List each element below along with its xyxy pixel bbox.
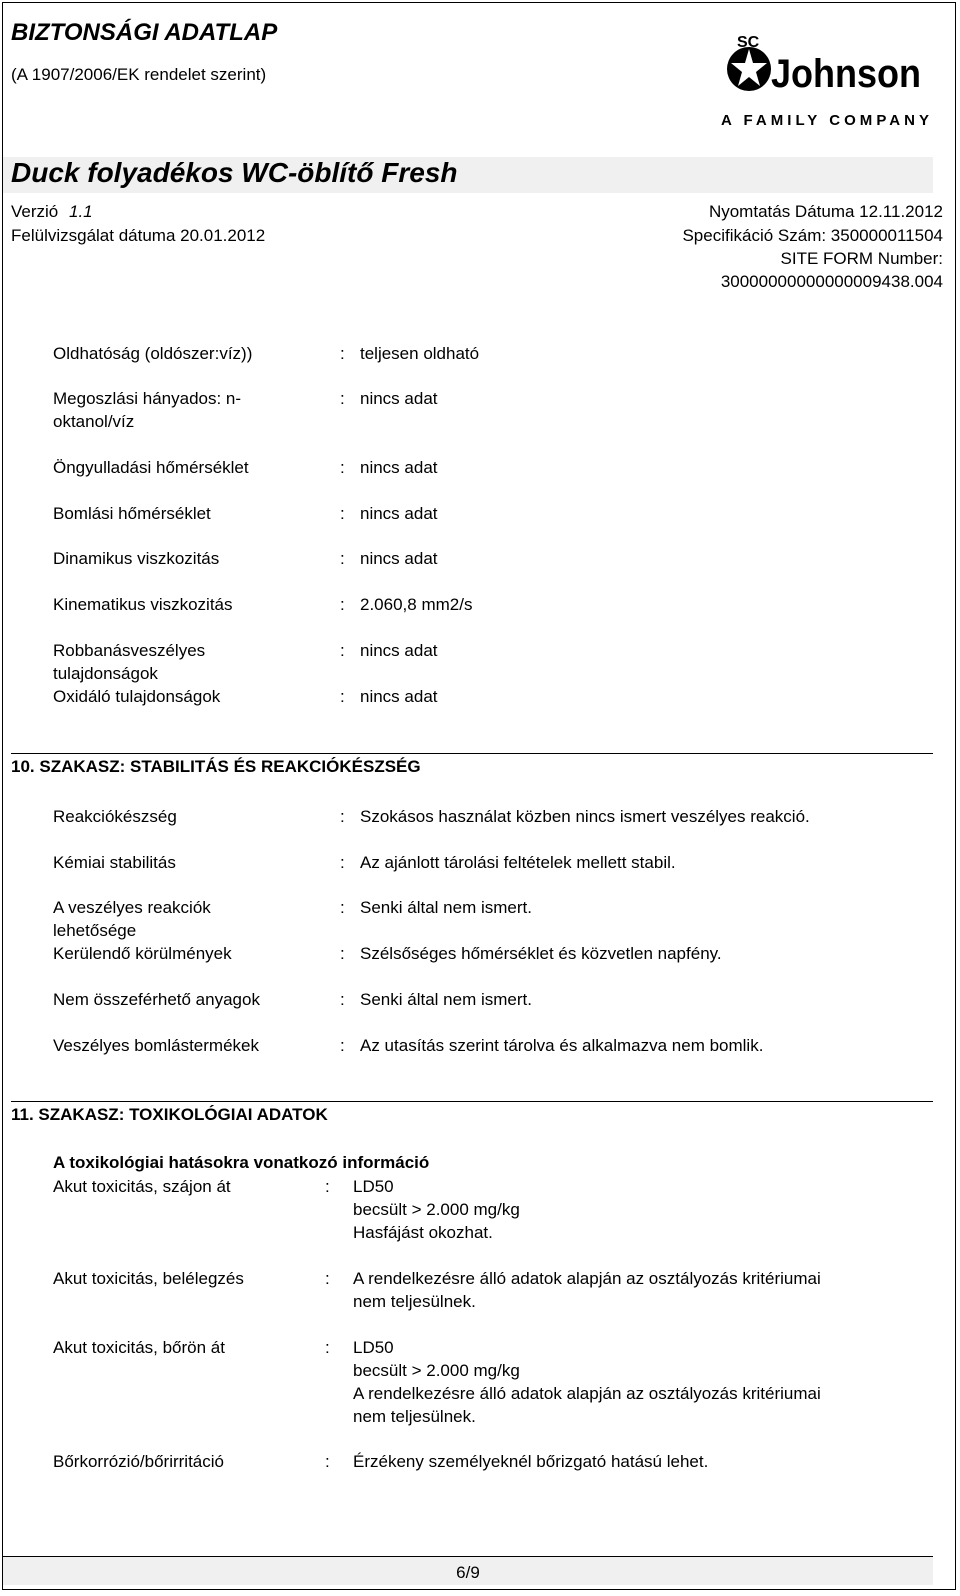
separator: : <box>340 898 345 917</box>
property-label: Megoszlási hányados: n-oktanol/víz <box>53 389 242 431</box>
regulation-text: (A 1907/2006/EK rendelet szerint) <box>11 65 267 84</box>
property-label: Bomlási hőmérséklet <box>53 504 211 523</box>
section-10-title: 10. SZAKASZ: STABILITÁS ÉS REAKCIÓKÉSZSÉG <box>11 757 421 776</box>
property-value: nincs adat <box>360 458 438 477</box>
logo-brand-text: Johnson <box>771 52 921 96</box>
print-date: Nyomtatás Dátuma 12.11.2012 <box>708 202 943 221</box>
toxicity-line: Hasfájást okozhat. <box>353 1223 493 1242</box>
spec-number: Specifikáció Szám: 350000011504 <box>682 226 943 245</box>
property-value: nincs adat <box>360 504 438 523</box>
separator: : <box>340 641 345 660</box>
property-value: Senki által nem ismert. <box>360 898 532 917</box>
toxicity-value <box>353 1175 520 1244</box>
property-value: nincs adat <box>360 641 438 660</box>
separator: : <box>325 1269 330 1288</box>
toxicity-value <box>353 1450 708 1473</box>
property-label: Robbanásveszélyes tulajdonságok <box>53 641 206 683</box>
separator: : <box>340 595 345 614</box>
toxicity-line: becsült > 2.000 mg/kg <box>353 1361 520 1380</box>
toxicity-label: Akut toxicitás, szájon át <box>53 1177 231 1196</box>
toxicity-line: LD50 <box>353 1177 394 1196</box>
property-value: 2.060,8 mm2/s <box>360 595 473 614</box>
separator: : <box>340 990 345 1009</box>
property-label: Kémiai stabilitás <box>53 853 176 872</box>
property-value: Az ajánlott tárolási feltételek mellett stabil. <box>360 853 676 872</box>
property-value: teljesen oldható <box>360 344 480 363</box>
toxicity-value <box>353 1336 821 1428</box>
toxicity-line: A rendelkezésre álló adatok alapján az osztályozás kritériumai <box>353 1269 821 1288</box>
property-label: Kinematikus viszkozitás <box>53 595 233 614</box>
property-value: Senki által nem ismert. <box>360 990 532 1009</box>
section-divider <box>11 1101 933 1102</box>
site-form-label: SITE FORM Number: <box>780 249 943 268</box>
separator: : <box>325 1452 330 1471</box>
separator: : <box>340 1036 345 1055</box>
section-divider <box>11 753 933 754</box>
property-label: A veszélyes reakciók lehetősége <box>53 898 211 940</box>
property-value: Az utasítás szerint tárolva és alkalmazva nem bomlik. <box>360 1036 764 1055</box>
property-label: Reakciókészség <box>53 807 177 826</box>
version-label: Verzió <box>11 202 59 221</box>
revision-date: Felülvizsgálat dátuma 20.01.2012 <box>11 226 266 245</box>
property-label: Nem összeférhető anyagok <box>53 990 260 1009</box>
toxicity-line: nem teljesülnek. <box>353 1292 476 1311</box>
toxicity-label: Bőrkorrózió/bőrirritáció <box>53 1452 224 1471</box>
separator: : <box>325 1338 330 1357</box>
toxicity-line: nem teljesülnek. <box>353 1407 476 1426</box>
property-value: nincs adat <box>360 389 438 408</box>
separator: : <box>340 458 345 477</box>
property-value: Szokásos használat közben nincs ismert veszélyes reakció. <box>360 807 810 826</box>
scjohnson-logo <box>719 33 939 131</box>
property-label: Dinamikus viszkozitás <box>53 549 220 568</box>
separator: : <box>340 549 345 568</box>
logo-sc-text: SC <box>737 34 760 51</box>
document-page <box>2 2 956 1590</box>
document-title: BIZTONSÁGI ADATLAP <box>11 19 278 46</box>
product-name: Duck folyadékos WC-öblítő Fresh <box>11 157 458 188</box>
section-11-title: 11. SZAKASZ: TOXIKOLÓGIAI ADATOK <box>11 1105 328 1124</box>
toxicity-label: Akut toxicitás, belélegzés <box>53 1269 244 1288</box>
property-value: nincs adat <box>360 687 438 706</box>
property-value: nincs adat <box>360 549 438 568</box>
toxicity-label: Akut toxicitás, bőrön át <box>53 1338 225 1357</box>
separator: : <box>325 1177 330 1196</box>
separator: : <box>340 944 345 963</box>
separator: : <box>340 344 345 363</box>
logo-tagline: A FAMILY COMPANY <box>721 112 929 129</box>
separator: : <box>340 853 345 872</box>
property-label: Veszélyes bomlástermékek <box>53 1036 259 1055</box>
property-label: Kerülendő körülmények <box>53 944 232 963</box>
toxicity-value <box>353 1267 821 1313</box>
version-line <box>11 202 93 222</box>
property-label: Oxidáló tulajdonságok <box>53 687 221 706</box>
page-number: 6/9 <box>456 1563 480 1582</box>
version-value: 1.1 <box>68 202 93 221</box>
scjohnson-logo-graphic <box>719 33 939 131</box>
property-value: Szélsőséges hőmérséklet és közvetlen napfény. <box>360 944 722 963</box>
toxicity-line: LD50 <box>353 1338 394 1357</box>
separator: : <box>340 687 345 706</box>
separator: : <box>340 389 345 408</box>
separator: : <box>340 807 345 826</box>
site-form-number: 30000000000000009438.004 <box>720 272 943 291</box>
toxicology-subtitle: A toxikológiai hatásokra vonatkozó információ <box>53 1153 430 1172</box>
toxicity-line: becsült > 2.000 mg/kg <box>353 1200 520 1219</box>
toxicity-line: A rendelkezésre álló adatok alapján az osztályozás kritériumai <box>353 1384 821 1403</box>
toxicity-line: Érzékeny személyeknél bőrizgató hatású lehet. <box>353 1452 709 1471</box>
property-label: Öngyulladási hőmérséklet <box>53 458 249 477</box>
property-label: Oldhatóság (oldószer:víz)) <box>53 344 253 363</box>
separator: : <box>340 504 345 523</box>
